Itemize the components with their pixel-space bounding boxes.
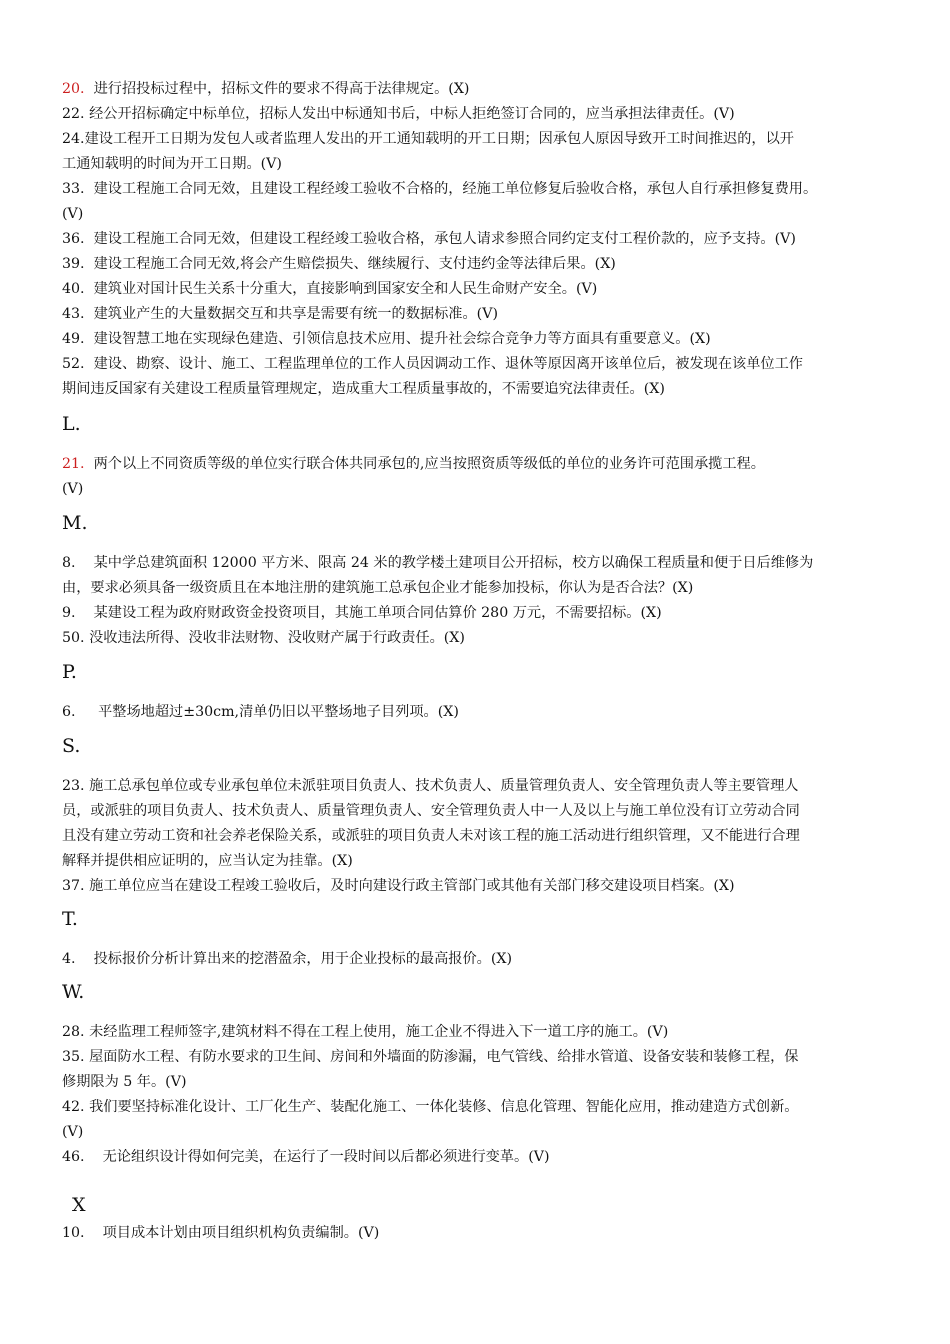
statement-line bbox=[62, 455, 938, 473]
statement-line bbox=[62, 105, 938, 123]
section-heading: T. bbox=[62, 908, 78, 930]
statement-line bbox=[62, 877, 938, 895]
item-number: 37. bbox=[62, 878, 85, 894]
statement-line bbox=[62, 380, 938, 398]
statement-line bbox=[62, 280, 938, 298]
section-heading: S. bbox=[62, 735, 81, 757]
statement-line bbox=[62, 777, 938, 795]
section-heading: M. bbox=[62, 512, 88, 534]
statement-text: 且没有建立劳动工资和社会养老保险关系，或派驻的项目负责人未对该工程的施工活动进行组织管理，又不能进行合理 bbox=[62, 828, 800, 844]
item-number: 46. bbox=[62, 1149, 85, 1165]
statement-text: 屋面防水工程、有防水要求的卫生间、房间和外墙面的防渗漏，电气管线、给排水管道、设备安装和装修工程，保 bbox=[84, 1049, 799, 1065]
item-number: 52. bbox=[62, 356, 85, 372]
section-heading: X bbox=[72, 1194, 86, 1216]
statement-line bbox=[62, 1123, 938, 1141]
statement-text: 项目成本计划由项目组织机构负责编制。(V) bbox=[84, 1225, 380, 1241]
statement-text: 建设工程施工合同无效，但建设工程经竣工验收合格，承包人请求参照合同约定支付工程价款的，应予支持。(V) bbox=[84, 231, 796, 247]
item-number: 35. bbox=[62, 1049, 85, 1065]
statement-text: 员，或派驻的项目负责人、技术负责人、质量管理负责人、安全管理负责人中一人及以上与施工单位没有订立劳动合同 bbox=[62, 803, 800, 819]
item-number: 42. bbox=[62, 1099, 85, 1115]
statement-line bbox=[62, 1023, 938, 1041]
statement-text: 未经监理工程师签字,建筑材料不得在工程上使用，施工企业不得进入下一道工序的施工。(V) bbox=[84, 1024, 669, 1040]
statement-line bbox=[62, 80, 938, 98]
statement-text: 修期限为 5 年。(V) bbox=[62, 1074, 187, 1090]
item-number: 6. bbox=[62, 704, 76, 720]
item-number: 8. bbox=[62, 555, 76, 571]
statement-line bbox=[62, 230, 938, 248]
statement-text: 经公开招标确定中标单位，招标人发出中标通知书后，中标人拒绝签订合同的，应当承担法律责任。(V) bbox=[84, 106, 735, 122]
item-number: 24. bbox=[62, 131, 85, 147]
item-number: 39. bbox=[62, 256, 85, 272]
item-number: 10. bbox=[62, 1225, 85, 1241]
statement-text: 施工总承包单位或专业承包单位未派驻项目负责人、技术负责人、质量管理负责人、安全管理负责人等主要管理人 bbox=[84, 778, 799, 794]
statement-line bbox=[62, 950, 938, 968]
statement-line bbox=[62, 1148, 938, 1166]
statement-text: 建设工程施工合同无效,将会产生赔偿损失、继续履行、支付违约金等法律后果。(X) bbox=[84, 256, 616, 272]
statement-text: 某建设工程为政府财政资金投资项目，其施工单项合同估算价 280 万元，不需要招标。(X) bbox=[75, 605, 662, 621]
statement-line bbox=[62, 355, 938, 373]
item-number: 43. bbox=[62, 306, 85, 322]
statement-text: (V) bbox=[62, 481, 84, 497]
statement-line bbox=[62, 852, 938, 870]
statement-text: 期间违反国家有关建设工程质量管理规定，造成重大工程质量事故的，不需要追究法律责任。(X) bbox=[62, 381, 665, 397]
statement-line bbox=[62, 629, 938, 647]
statement-line bbox=[62, 205, 938, 223]
statement-text: 建设、勘察、设计、施工、工程监理单位的工作人员因调动工作、退休等原因离开该单位后，被发现在该单位工作 bbox=[84, 356, 803, 372]
item-number: 36. bbox=[62, 231, 85, 247]
statement-text: 进行招投标过程中，招标文件的要求不得高于法律规定。(X) bbox=[84, 81, 470, 97]
section-heading: P. bbox=[62, 661, 77, 683]
statement-line bbox=[62, 155, 938, 173]
item-number: 40. bbox=[62, 281, 85, 297]
item-number: 4. bbox=[62, 951, 76, 967]
statement-line bbox=[62, 130, 938, 148]
statement-text: 建设智慧工地在实现绿色建造、引领信息技术应用、提升社会综合竞争力等方面具有重要意义。(X) bbox=[84, 331, 711, 347]
item-number: 23. bbox=[62, 778, 85, 794]
statement-text: (V) bbox=[62, 1124, 84, 1140]
statement-text: (V) bbox=[62, 206, 84, 222]
statement-line bbox=[62, 1224, 938, 1242]
statement-text: 由，要求必须具备一级资质且在本地注册的建筑施工总承包企业才能参加投标，你认为是否合法？(X) bbox=[62, 580, 694, 596]
item-number: 50. bbox=[62, 630, 85, 646]
statement-text: 建筑业对国计民生关系十分重大，直接影响到国家安全和人民生命财产安全。(V) bbox=[84, 281, 598, 297]
statement-line bbox=[62, 180, 938, 198]
statement-text: 建设工程开工日期为发包人或者监理人发出的开工通知载明的开工日期；因承包人原因导致开工时间推迟的，以开 bbox=[84, 131, 794, 147]
statement-line bbox=[62, 1048, 938, 1066]
statement-line bbox=[62, 330, 938, 348]
item-number: 20. bbox=[62, 81, 85, 97]
statement-text: 平整场地超过±30cm,清单仍旧以平整场地子目列项。(X) bbox=[75, 704, 459, 720]
statement-line bbox=[62, 827, 938, 845]
statement-line bbox=[62, 1073, 938, 1091]
item-number: 49. bbox=[62, 331, 85, 347]
statement-text: 某中学总建筑面积 12000 平方米、限高 24 米的教学楼土建项目公开招标，校方以确保工程质量和便于日后维修为 bbox=[75, 555, 814, 571]
section-heading: L. bbox=[62, 413, 81, 435]
statement-text: 投标报价分析计算出来的挖潜盈余，用于企业投标的最高报价。(X) bbox=[75, 951, 513, 967]
statement-line bbox=[62, 554, 938, 572]
statement-text: 两个以上不同资质等级的单位实行联合体共同承包的,应当按照资质等级低的单位的业务许可范围承揽工程。 bbox=[84, 456, 765, 472]
statement-text: 我们要坚持标准化设计、工厂化生产、装配化施工、一体化装修、信息化管理、智能化应用，推动建造方式创新。 bbox=[84, 1099, 799, 1115]
statement-line bbox=[62, 480, 938, 498]
statement-line bbox=[62, 703, 938, 721]
statement-text: 施工单位应当在建设工程竣工验收后，及时向建设行政主管部门或其他有关部门移交建设项目档案。(X) bbox=[84, 878, 735, 894]
statement-text: 工通知载明的时间为开工日期。(V) bbox=[62, 156, 282, 172]
item-number: 21. bbox=[62, 456, 85, 472]
section-heading: W. bbox=[62, 981, 85, 1003]
statement-text: 解释并提供相应证明的，应当认定为挂靠。(X) bbox=[62, 853, 353, 869]
statement-line bbox=[62, 305, 938, 323]
item-number: 28. bbox=[62, 1024, 85, 1040]
statement-line bbox=[62, 255, 938, 273]
item-number: 9. bbox=[62, 605, 76, 621]
item-number: 22. bbox=[62, 106, 85, 122]
statement-line bbox=[62, 604, 938, 622]
statement-line bbox=[62, 802, 938, 820]
statement-text: 没收违法所得、没收非法财物、没收财产属于行政责任。(X) bbox=[84, 630, 465, 646]
statement-line bbox=[62, 579, 938, 597]
statement-text: 建筑业产生的大量数据交互和共享是需要有统一的数据标准。(V) bbox=[84, 306, 498, 322]
item-number: 33. bbox=[62, 181, 85, 197]
statement-text: 无论组织设计得如何完美，在运行了一段时间以后都必须进行变革。(V) bbox=[84, 1149, 550, 1165]
statement-line bbox=[62, 1098, 938, 1116]
statement-text: 建设工程施工合同无效，且建设工程经竣工验收不合格的，经施工单位修复后验收合格，承包人自行承担修复费用。 bbox=[84, 181, 818, 197]
